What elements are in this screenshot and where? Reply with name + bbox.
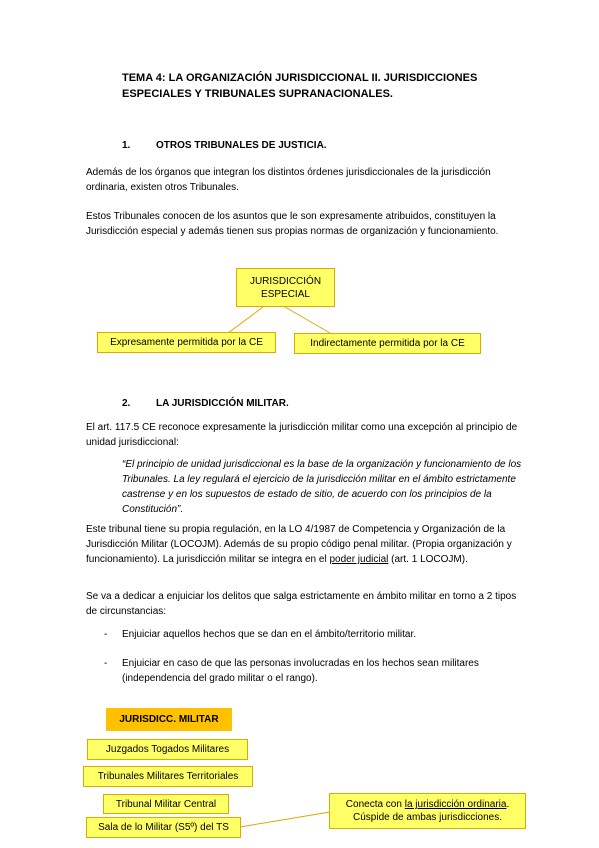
paragraph-2-text-b: (art. 1 LOCOJM).: [388, 554, 468, 565]
section-2-number: 2.: [122, 398, 131, 409]
diagram-expresamente: Expresamente permitida por la CE: [97, 332, 276, 353]
diagram-jurisdiccion-especial: JURISDICCIÓN ESPECIAL: [236, 268, 335, 307]
diagram-tribunal-central: Tribunal Militar Central: [103, 794, 229, 814]
list-item: Enjuiciar en caso de que las personas involucradas en los hechos sean militares (independencia del grado militar o el rango).: [122, 658, 479, 684]
section-2-paragraph-3: Se va a dedicar a enjuiciar los delitos que salga estrictamente en ámbito militar en torno a 2 tipos de circunstancias:: [86, 591, 517, 617]
poder-judicial-link[interactable]: poder judicial: [329, 554, 389, 565]
diagram-jurisdicc-militar: JURISDICC. MILITAR: [106, 708, 232, 731]
note-text-a: Conecta con: [345, 799, 405, 810]
list-item: Enjuiciar aquellos hechos que se dan en el ámbito/territorio militar.: [122, 629, 417, 640]
section-1-number: 1.: [122, 140, 131, 151]
note-line-2: Cúspide de ambas jurisdicciones.: [353, 812, 502, 823]
section-1-paragraph-1: Además de los órganos que integran los distintos órdenes jurisdiccionales de la jurisdicción ordinaria, existen otros Tribunales.: [86, 167, 491, 193]
section-2-paragraph-2: [86, 522, 521, 567]
section-1-title: OTROS TRIBUNALES DE JUSTICIA.: [156, 140, 327, 151]
section-2-paragraph-1: El art. 117.5 CE reconoce expresamente la jurisdicción militar como una excepción al principio de unidad jurisdiccional:: [86, 422, 518, 448]
diagram-conecta-note: [329, 793, 526, 829]
diagram-sala-militar: Sala de lo Militar (S5º) del TS: [86, 817, 241, 838]
section-2-heading: [122, 398, 522, 412]
diagram-indirectamente: Indirectamente permitida por la CE: [294, 333, 481, 354]
section-1-heading: [122, 140, 522, 154]
note-line-1: [346, 798, 509, 811]
bullet-marker-2: -: [104, 658, 108, 669]
diagram-juzgados-togados: Juzgados Togados Militares: [87, 739, 248, 760]
diagram-tribunales-territoriales: Tribunales Militares Territoriales: [83, 766, 253, 787]
paragraph-2-text-a: Este tribunal tiene su propia regulación, en la LO 4/1987 de Competencia y Organización de la Jurisdicción Militar (LOCOJM). Además de su propio código penal militar. (Propia organización y funcionamiento). La jurisdicción militar se integra en el: [86, 524, 512, 565]
section-2-title: LA JURISDICCIÓN MILITAR.: [156, 398, 289, 409]
constitution-quote: “El principio de unidad jurisdiccional es la base de la organización y funcionamiento de los Tribunales. La ley regulará el ejercicio de la jurisdicción militar en el ámbito estrictamente castrense y en los supuestos de estado de sitio, de acuerdo con los principios de la Constitución”.: [122, 459, 522, 515]
note-text-b: .: [506, 799, 510, 810]
jurisdiccion-ordinaria-link[interactable]: la jurisdicción ordinaria: [404, 799, 507, 810]
page-title: TEMA 4: LA ORGANIZACIÓN JURISDICCIONAL II. JURISDICCIONES ESPECIALES Y TRIBUNALES SUPRANACIONALES.: [122, 72, 478, 100]
bullet-marker-1: -: [104, 629, 108, 640]
section-1-paragraph-2: Estos Tribunales conocen de los asuntos que le son expresamente atribuidos, constituyen la Jurisdicción especial y además tienen sus propias normas de organización y funcionamiento.: [86, 211, 499, 237]
